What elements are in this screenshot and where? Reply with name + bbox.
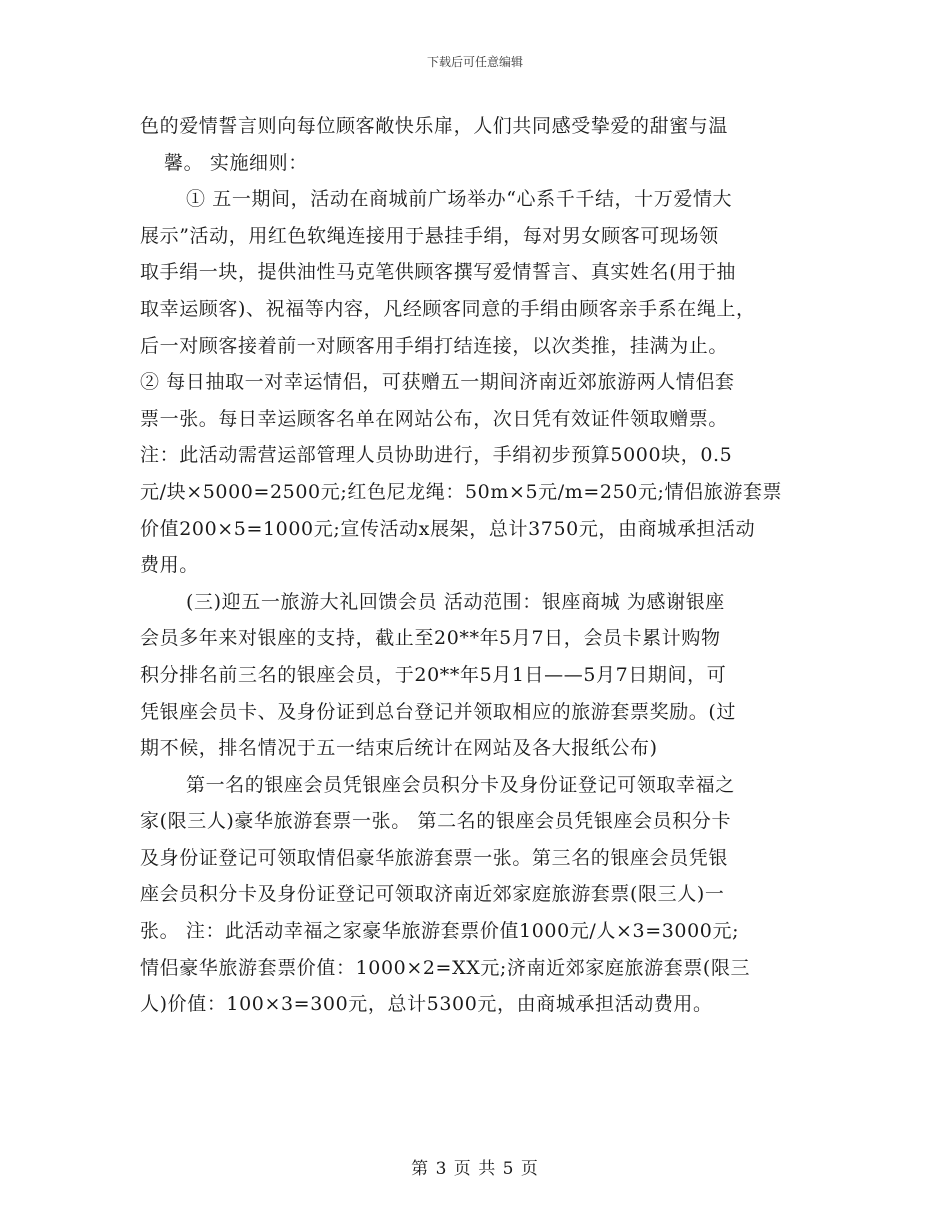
text-line: 费用。 — [140, 554, 199, 577]
text-line: 期不候，排名情况于五一结束后统计在网站及各大报纸公布) — [140, 737, 658, 760]
text-line: 第一名的银座会员凭银座会员积分卡及身份证登记可领取幸福之 — [186, 773, 735, 796]
text-line: 取幸运顾客)、祝福等内容，凡经顾客同意的手绢由顾客亲手系在绳上， — [140, 297, 756, 320]
text-line: 情侣豪华旅游套票价值：1000×2=XX元;济南近郊家庭旅游套票(限三 — [140, 956, 751, 979]
text-line: 会员多年来对银座的支持，截止至20**年5月7日，会员卡累计购物 — [140, 627, 721, 650]
text-line: 家(限三人)豪华旅游套票一张。 第二名的银座会员凭银座会员积分卡 — [140, 810, 732, 833]
text-line: 取手绢一块，提供油性马克笔供顾客撰写爱情誓言、真实姓名(用于抽 — [140, 261, 737, 284]
document-body — [140, 108, 812, 1023]
text-line: 注：此活动需营运部管理人员协助进行，手绢初步预算5000块，0.5 — [140, 444, 733, 467]
page-header-note: 下载后可任意编辑 — [426, 55, 523, 69]
text-line: ② 每日抽取一对幸运情侣，可获赠五一期间济南近郊旅游两人情侣套 — [140, 371, 735, 394]
text-line: 价值200×5=1000元;宣传活动x展架，总计3750元，由商城承担活动 — [140, 517, 756, 540]
text-line: 张。 注：此活动幸福之家豪华旅游套票价值1000元/人×3=3000元; — [140, 920, 740, 943]
text-line: 后一对顾客接着前一对顾客用手绢打结连接，以次类推，挂满为止。 — [140, 334, 729, 357]
text-line: 凭银座会员卡、及身份证到总台登记并领取相应的旅游套票奖励。(过 — [140, 700, 737, 723]
text-line: 座会员积分卡及身份证登记可领取济南近郊家庭旅游套票(限三人)一 — [140, 883, 725, 906]
text-line: 色的爱情誓言则向每位顾客敞快乐扉，人们共同感受挚爱的甜蜜与温 — [140, 115, 729, 137]
text-line: 馨。 实施细则： — [164, 151, 308, 174]
text-line: (三)迎五一旅游大礼回馈会员 活动范围：银座商城 为感谢银座 — [186, 590, 725, 613]
text-line: 展示”活动，用红色软绳连接用于悬挂手绢，每对男女顾客可现场领 — [140, 224, 719, 247]
text-line: 人)价值：100×3=300元，总计5300元，由商城承担活动费用。 — [140, 993, 713, 1016]
text-line: 及身份证登记可领取情侣豪华旅游套票一张。第三名的银座会员凭银 — [140, 846, 729, 869]
text-line: 积分排名前三名的银座会员，于20**年5月1日——5月7日期间，可 — [140, 663, 727, 686]
page-number-footer: 第 3 页 共 5 页 — [411, 1159, 539, 1179]
text-line: 票一张。每日幸运顾客名单在网站公布，次日凭有效证件领取赠票。 — [140, 407, 729, 430]
text-line: 元/块×5000=2500元;红色尼龙绳：50m×5元/m=250元;情侣旅游套票 — [140, 480, 783, 503]
text-line: ① 五一期间，活动在商城前广场举办“心系千千结，十万爱情大 — [186, 188, 733, 211]
